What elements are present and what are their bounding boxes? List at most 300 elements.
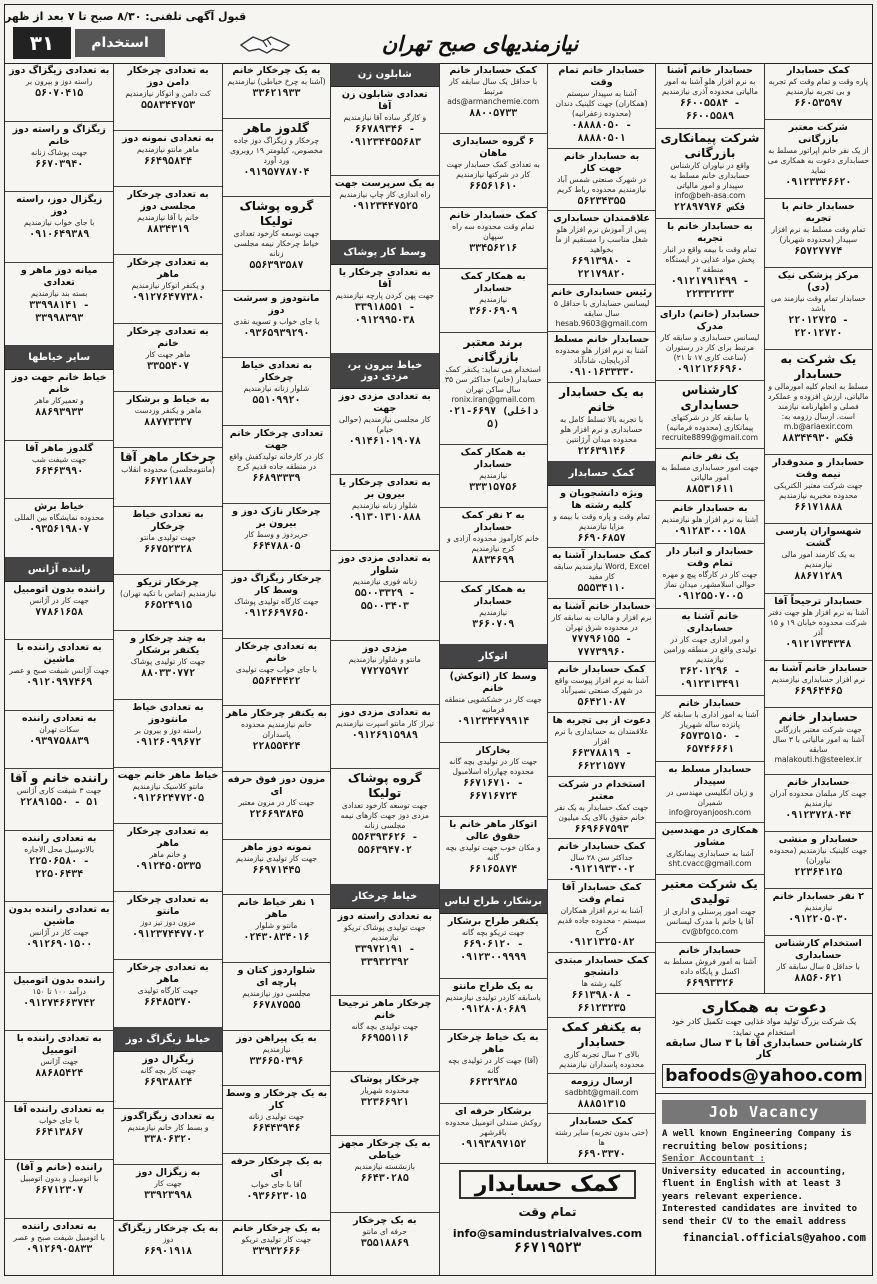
cooperation-title: دعوت به همکاری: [701, 998, 827, 1016]
classified-ad: [331, 909, 438, 996]
cooperation-email: bafoods@yahoo.com: [662, 1064, 866, 1088]
ad-title: شرکت پیمانکاری بازرگانی: [660, 130, 760, 160]
ad-title: به تعدادی راننده: [21, 832, 97, 844]
classified-ad: [548, 548, 655, 599]
ad-body: با جای خواب نیازمندیم: [23, 218, 95, 227]
ad-phone: ۶۶۴۶۳۹۹۰: [35, 465, 84, 477]
ad-phone: ۸۸۵۶۰۶۲۱: [794, 973, 843, 985]
classified-ad: [548, 1074, 655, 1115]
ad-title: گلدوز ماهر آقا: [25, 442, 94, 454]
category-header: شابلون زن: [331, 63, 438, 87]
ad-phone: ۵۵۸۳۴۴۷۵۳: [140, 100, 196, 111]
ad-phone: ۳۳۵۵۴۰۷: [146, 360, 190, 372]
ad-body: پس از آموزش نرم افزار هلو شغل مناسب را مستقیم از ما بخواهید: [555, 225, 648, 255]
classified-ad: [223, 772, 330, 840]
ad-body: جهت کار تولیدی تریکو: [241, 1235, 312, 1245]
classified-ad: [114, 1109, 221, 1165]
ad-title: به ۲ نفر کمک حسابدار: [461, 510, 525, 534]
ad-title: راننده خانم و آقا: [10, 771, 109, 785]
ad-body: جهت تولیدی بچه گانه: [351, 1021, 419, 1031]
ad-phone: ۰۹۱۲۶۹۰۵۸۳۳: [26, 1243, 93, 1255]
ad-title: خیاط ماهر خانم جهت: [117, 769, 219, 781]
ad-body: با حداقل ۵ سال سابقه کار: [776, 962, 860, 972]
classified-ad: [440, 979, 547, 1030]
ad-body: تمام وقت محدوده سه راه سپهان: [452, 221, 535, 241]
ad-body: جهت کار در کارگاه پیچ و مهره حوالی اسلامشهر، میدان نماز: [662, 570, 758, 590]
ad-title: حسابدار خانم: [678, 944, 742, 956]
classified-ad: [765, 524, 872, 593]
ad-phone: ۳۶۶۰۶۹۰۹: [469, 306, 518, 318]
ad-title: به تعدادی زیگزاگ دوز: [9, 65, 110, 76]
ad-phone: ۶۶۴۹۵۸۴۴: [143, 156, 193, 168]
ad-title: کمک حسابدار: [786, 65, 850, 76]
ad-phone: ۰۹۱۰۱۶۳۳۳۳۰: [568, 367, 635, 379]
ad-phone: ۶۶۴۱۳۸۶۷: [35, 1126, 84, 1138]
classified-ad: [765, 120, 872, 199]
ad-body: تیراژ کار مانتو اسپرت نیازمندیم: [335, 718, 434, 728]
ad-phone: ۳۳۴۵۶۲۱۶: [469, 242, 518, 254]
ad-phone: ۶۶۴۸۵۳۷۰: [143, 997, 193, 1009]
classified-ad: [114, 892, 221, 960]
classified-ad: [223, 1031, 330, 1087]
ad-title: رئیس حسابداری خانم: [551, 286, 653, 298]
ad-title: حسابدار خانم با تجربه: [781, 201, 855, 225]
classified-ad: [114, 255, 221, 323]
ad-body: جهت شیفت شب: [32, 454, 87, 464]
classified-ad: [114, 960, 221, 1028]
ad-title: ۲ نفر حسابدار خانم: [772, 890, 864, 902]
ad-title: کمک حسابدار آقا تمام وقت: [561, 881, 642, 905]
ad-phone: ۳۳۸۰۶۳۲۰: [143, 1133, 193, 1145]
ad-title: به تعدادی راننده با ماشین: [16, 642, 102, 665]
classified-ad: [331, 475, 438, 551]
classified-ad: [5, 441, 113, 500]
ad-title: اتوکار ماهر خانم با حقوق عالی: [449, 819, 538, 843]
ad-title: به حسابدار خانم با تجربه: [667, 221, 753, 245]
classified-ad: [114, 768, 221, 824]
ad-phone: ۸۸۳۴۶۹۹: [472, 555, 515, 567]
ad-title: به حسابدار خانم: [672, 503, 748, 515]
ad-body: جهت کار در مزون معتبر: [238, 798, 315, 808]
classified-ad: [548, 599, 655, 663]
classified-ad: [656, 544, 763, 609]
ad-body: دوز: [162, 1234, 174, 1244]
ad-title: ۱ نفر خیاط خانم ماهر: [237, 897, 316, 921]
category-header: کمک حسابدار: [548, 462, 655, 486]
ad-title: تعدادی شابلون زن آقا: [341, 89, 428, 112]
ad-body: جهت کار مبلمان محدوده آدران نیازمندیم: [769, 788, 867, 808]
ad-title: به تعدادی راننده آقا: [13, 1103, 105, 1115]
ad-body: سکات تهران: [39, 724, 80, 734]
ad-title: حسابدار خانم آشنا: [666, 65, 753, 76]
ad-phone: ۰۹۱۲۶۹۰۱۵۰۰: [26, 939, 93, 950]
page-number: ۳۱: [13, 27, 71, 59]
bottom-right-block: [656, 993, 872, 1275]
job-line1: A well known Engineering Company is recruiting below positions;: [662, 1129, 852, 1152]
ad-body: نرم افزار و مالیات به سابقه کار در محدوده شرق تهران: [551, 612, 652, 632]
ad-title: یکنفر طراح برشکار: [447, 916, 539, 928]
classified-ad: [223, 706, 330, 772]
ad-title: به همکار کمک حسابدار: [460, 583, 526, 607]
classified-ad: [548, 880, 655, 953]
classified-ad: [223, 63, 330, 119]
ad-title: گلدوز ماهر: [243, 120, 309, 135]
job-vacancy-ad: [656, 1094, 872, 1250]
ad-body: جهت شرکت معتبر بازرگانی آشنا به امور مالیاتی با ۳ سال سابقه malakouti.h@steelex.ir: [772, 724, 865, 764]
ad-title: حسابدار خانم: [778, 709, 858, 724]
ad-body: نرم افزار حسابداری نیازمندیم: [771, 674, 866, 684]
ad-phone: ۶۶۴۷۸۸۰۵: [252, 540, 301, 552]
ad-body: با حداقل یک سال سابقه کار مرتبط ads@armanchemie.com: [447, 77, 540, 106]
ad-phone: ۰۹۱۲۶۶۹۷۶۵۰: [243, 608, 310, 620]
classified-ad: [548, 953, 655, 1019]
classified-ad: [331, 551, 438, 640]
ad-body: جهت کار در تولیدی بچه گانه محدوده چهارراه اسلامبول: [449, 756, 538, 776]
ad-body: زنانه فوری نیازمندیم: [352, 577, 417, 587]
ad-phone: ۶۶۷۰۳۹۴۰: [35, 158, 84, 170]
ad-body: (آقا) جهت کار در تولیدی بچه گانه: [448, 1056, 539, 1076]
ad-phone: ۰۹۱۲۷۴۶۶۳۷۴۲: [23, 997, 96, 1009]
ad-body: محدوده نمایشگاه بین المللی: [14, 513, 105, 522]
ad-body: جهت کار در آژانس: [29, 595, 89, 605]
classified-ad: [765, 268, 872, 350]
handshake-icon: [237, 27, 293, 59]
ad-phone: ۶۶۹۶۶۷۵۹۳: [574, 823, 629, 835]
ad-title: به یک حسابدار خانم: [559, 385, 644, 415]
ad-phone: ۰۹۱۲۳۴۴۷۹۹۱۴: [457, 716, 530, 728]
ad-body: نیازمندیم: [479, 607, 508, 617]
ad-body: آشنا به نرم افزار هلو محدوده آذربایجان، شادآباد: [555, 346, 648, 366]
ad-body: جهت تولیدی مانتو: [140, 533, 196, 543]
ad-phone: ۸۸۳۴۳۱۹: [146, 224, 190, 236]
ad-title: به تعدادی مزدی دوز جهت: [338, 390, 431, 414]
classified-ad: [5, 1160, 113, 1219]
ad-title: زیگزال دوز: [142, 1054, 194, 1066]
classified-ad: [548, 777, 655, 840]
classified-ad: [440, 1030, 547, 1103]
ad-body: آشنا به سپیدار سیستم (همکاران) جهت کلینیک دندان (محدوده زعفرانیه): [555, 89, 648, 118]
ad-phone: ۶۶۷۱۶۷۱۰ - ۶۶۷۱۶۷۲۴: [463, 777, 524, 802]
ad-title: به یک چرخکار مجهز خیاطی: [339, 1138, 431, 1162]
bottom-ad-title: کمک حسابدار: [459, 1170, 636, 1199]
ad-column: [222, 63, 330, 1276]
ad-body: و مکان خوب جهت تولیدی بچه گانه: [445, 843, 541, 863]
classified-ad: [656, 875, 763, 943]
classified-ad: [114, 448, 221, 507]
ad-title: کارشناس حسابداری: [680, 383, 740, 413]
ad-phone: ۶۶۹۳۸۸۲۴: [143, 1077, 193, 1089]
ad-body: بالای ۲ سال تجربه کاری محدوده پاسداران نیازمندیم: [559, 1050, 645, 1070]
ad-phone: ۶۶۹۷۱۴۴۵: [252, 864, 301, 876]
ad-body: جهت تولیدی پوشاک تریکو نیازمندیم: [344, 922, 426, 942]
classified-ad: [548, 713, 655, 777]
ad-phone: ۸۸۷۷۳۳۳۷: [143, 416, 193, 428]
classified-ad: [5, 711, 113, 770]
classified-ad: [331, 1136, 438, 1212]
bottom-ad-box: [439, 1163, 656, 1275]
bottom-ad-sub: تمام وقت: [518, 1205, 577, 1219]
ad-phone: ۵۶۲۳۴۳۵۵: [577, 195, 626, 207]
ad-body: حریردوز و وسط کار: [244, 529, 309, 539]
classified-ad: [223, 639, 330, 707]
ad-body: ماهر جهت کار: [145, 349, 191, 359]
classified-ad: [440, 134, 547, 207]
ad-phone: ۳۳۹۷۲۱۹۱ - ۳۳۹۳۲۳۹۲: [354, 943, 415, 968]
ad-title: چرخکار ماهر ترجیحا خانم: [338, 997, 432, 1021]
category-header: خیاط چرخکار: [331, 885, 438, 909]
ad-body: (آشنا به چرخ خیاطی) نیازمندیم: [227, 77, 326, 86]
ad-title: به حسابدار خانم جهت کار: [563, 150, 640, 174]
classified-ad: [5, 192, 113, 263]
ad-title: به همکار کمک حسابدار: [460, 447, 526, 471]
ad-phone: ۳۶۶۰۷۰۹: [472, 618, 515, 630]
ad-phone: ۰۸۸۸۸۰۵۰ - ۸۸۸۸۰۵۰۱: [571, 120, 632, 144]
ad-phone: ۰۹۱۲۳۴۴۷۵۲۵: [351, 201, 418, 213]
ad-title: به همکار کمک حسابدار: [460, 271, 526, 295]
ad-title: به تعدادی مزدی دوز شلوار: [338, 553, 431, 577]
classified-ad: [331, 389, 438, 475]
ad-body: نیازمندیم: [262, 1044, 291, 1054]
ad-phone: ۳۳۶۶۵۰۳۹۶: [249, 1055, 304, 1067]
ad-title: نمونه دوز ماهر: [241, 841, 312, 853]
ad-body: کار مجلسی نیازمندیم (حوالی خیام): [338, 414, 431, 434]
ad-phone: ۰۹۱۲۴۵۰۵۳۳۵: [134, 860, 202, 872]
ad-title: به تعدادی چرخکار یا بیرون بر: [338, 477, 431, 501]
ad-phone: ۵۶۴۲۱۰۸۷: [577, 697, 626, 709]
classified-ad: [223, 1086, 330, 1154]
ad-title: گروه پوشاک تولیکا: [347, 771, 422, 801]
ad-phone: ۳۳۹۱۸۵۵۱ - ۰۹۱۲۹۹۵۰۳۸: [354, 301, 415, 326]
ad-body: جهت کارگاه تولیدی: [137, 986, 199, 996]
classified-ad: [223, 1154, 330, 1222]
ad-title: مزون دوز فوق حرفه ای: [227, 774, 326, 798]
ad-phone: ۶۶۱۷۱۸۸۸: [794, 502, 843, 514]
masthead: نیازمندیهای صبح تهران: [381, 30, 579, 56]
classified-ad: [223, 963, 330, 1031]
ad-phone: ۳۶۲۰۱۲۹۶ - ۰۹۱۲۳۱۳۴۹۱: [679, 665, 741, 690]
ad-title: کمک حسابدار خانم: [557, 664, 646, 676]
ad-column: [113, 63, 221, 1276]
ad-phone: ۸۸۶۷۱۲۸۹: [794, 571, 843, 583]
ad-phone: ۶۶۰۵۳۵۹۷: [794, 98, 843, 109]
ad-title: به یکنفر چرخکار ماهر: [225, 708, 327, 720]
ad-title: حسابدار خانم: [678, 698, 742, 710]
ad-title: بخارکار: [476, 744, 511, 756]
ad-phone: ۵۵۵۳۴۱۱۰: [577, 583, 626, 595]
classified-ad: [114, 131, 221, 187]
classified-ad: [5, 122, 113, 193]
ad-title: به یک چرخکار: [353, 1214, 417, 1226]
ad-title: کمک حسابدار آشنا به: [552, 550, 651, 562]
ad-title: به یک پیراهن دوز: [236, 1032, 317, 1044]
ad-title: چرخکار ماهر آقا: [120, 449, 216, 464]
ad-body: جهت پهن کردن پارچه نیازمندیم: [335, 290, 434, 300]
ad-body: بسته بند نیازمندیم: [31, 288, 88, 298]
ad-phone: ۵۵۶۴۴۴۲۲: [252, 675, 301, 687]
classified-ad: [548, 662, 655, 713]
classified-ad: [656, 129, 763, 220]
newspaper-page: [4, 4, 873, 1276]
ad-phone: ۰۹۳۹۷۵۸۸۳۹: [29, 735, 90, 747]
ad-title: یک شرکت معتبر تولیدی: [662, 876, 758, 906]
classified-ad: [114, 631, 221, 699]
category-header: اتوکار: [440, 645, 547, 669]
cooperation-line: یک شرکت بزرگ تولید مواد غذایی جهت تکمیل کادر خود استخدام می نماید:: [671, 1017, 857, 1037]
ad-body: شلوار زنانه نیازمندیم: [352, 501, 418, 511]
ad-body: جهت توسعه کارخود تعدادی خیاط چرخکار نیمه مجلسی زنانه: [233, 229, 320, 259]
classified-ad: [114, 1165, 221, 1221]
classified-ad: [548, 285, 655, 333]
ad-column: [330, 63, 438, 1276]
ad-body: لیسانس حسابداری و سابقه کار مرتبط برای کار در رستوران (ساعت کاری ۱۷ تا ۲۱): [660, 332, 760, 362]
classified-ad: [765, 661, 872, 708]
ad-body: نیازمندیم: [479, 295, 508, 305]
ad-body: مزون دوز تیز دوز: [140, 918, 196, 928]
ad-title: به یک طراح مانتو: [453, 980, 534, 992]
classified-ad: [548, 63, 655, 149]
page-header: [5, 5, 872, 64]
ad-phone: ۶۵۷۳۵۱۵۰ - ۶۵۷۴۶۶۶۱: [679, 731, 741, 756]
classified-ad: [114, 324, 221, 392]
ad-body: جهت کارگاه تولیدی پوشاک: [234, 597, 319, 607]
classified-ad: [765, 832, 872, 889]
ad-phone: ۰۹۱۲۰۹۹۷۴۶۹: [26, 677, 93, 688]
classified-ad: [5, 370, 113, 441]
ad-body: جهت امور پرسنلی و اداری از آقا یا خانم با مدرک لیسانس cv@bfgco.com: [663, 906, 756, 936]
ad-body: علاقمندان به حسابداری با نرم افزار: [554, 727, 649, 747]
classified-ad: [331, 87, 438, 176]
ad-phone: ۷۷۷۹۶۱۵۵ - ۷۷۷۳۹۹۶۰: [571, 633, 632, 658]
ad-body: جهت تریکو بچه گانه: [461, 928, 525, 938]
classified-ad: [114, 1221, 221, 1276]
ad-phone: ۰۹۱۲۷۶۴۷۷۳۸۰: [131, 292, 205, 304]
ad-title: به تعدادی چرخکار مجلسی دوز: [127, 189, 209, 213]
ad-title: به تعدادی راننده: [21, 1220, 97, 1232]
ad-title: گروه پوشاک تولیکا: [239, 199, 314, 229]
ad-phone: ۸۸۰۳۳۰۷۷۲: [140, 668, 196, 680]
ad-title: به تعدادی مزدی دوز: [338, 706, 431, 718]
ad-title: زیگزاگ و راسته دوز خانم: [12, 123, 106, 147]
classified-ad: [440, 508, 547, 581]
ad-title: حسابدار خانم: [787, 776, 850, 788]
ad-body: خانم کارآموز محدوده آزادی و کرج نیازمندیم: [447, 534, 540, 554]
ad-phone: ۶۶۹۰۶۱۲۰ - ۰۹۱۲۳۰۰۹۹۹۹: [460, 939, 527, 964]
classified-ad: [765, 936, 872, 995]
ad-phone: ۰۲۴۳۰۸۳۴۰۱۶: [243, 932, 310, 944]
ad-phone: ۲۲۶۶۹۳۸۴۵: [249, 809, 304, 821]
ad-phone: ۲۲۸۹۱۵۵۰ - ۵۱: [20, 797, 99, 808]
ad-body: کلیه رشته ها: [581, 978, 622, 988]
ad-phone: ۰۹۱۴۶۱۰۱۹۰۷۸: [348, 435, 421, 447]
ad-phone: ۶۶۵۶۱۶۱۰: [469, 181, 518, 193]
ad-body: خانم یا آقا نیازمندیم: [137, 213, 199, 223]
ad-body: نیازمندیم (تماس با تکیه تهران): [119, 589, 217, 599]
classified-ad: [331, 641, 438, 705]
ad-body: آشنا به حسابداری پیمانکاری sht.cvacc@gmail.com: [666, 849, 754, 869]
ad-title: به تعدادی راننده: [21, 712, 97, 724]
ad-phone: ۳۳۳۱۵۷۵۶: [469, 482, 518, 494]
ad-body: تمام وقت با بیمه واقع در انبار پخش مواد غذایی در ایستگاه منطقه ۲: [663, 245, 757, 275]
ad-phone: ۸۸۰۰۵۷۳۳: [469, 108, 518, 119]
ad-body: کار در کارخانه تولیدکفش واقع در منطقه جاده قدیم کرج: [229, 452, 324, 472]
classified-ad: [5, 1219, 113, 1277]
classified-ad: [223, 840, 330, 896]
ad-phone: ۶۶۰۰۵۵۸۴ - ۶۶۰۰۵۵۸۹: [679, 98, 741, 122]
ad-body: با جای خواب: [39, 1115, 80, 1125]
ad-body: راسته دوز و بیرون بر: [25, 77, 93, 86]
ad-phone: ۰۹۱۲۶۲۴۷۷۲۰۵: [131, 792, 205, 804]
classified-ad: [440, 914, 547, 978]
ad-title: زیگزال دوز، راسته دوز: [16, 194, 103, 217]
ad-column: [439, 63, 547, 1276]
ad-body: حرفه ای مانتو: [362, 1226, 407, 1236]
ad-title: به تعدادی خیاط چرخکار: [132, 509, 204, 533]
ad-phone: ۸۸۵۳۱۶۱۱: [685, 483, 735, 495]
ad-title: دعوت از بی تجربه ها: [552, 715, 651, 727]
ad-title: چرخکار تریکو: [137, 577, 200, 589]
classified-ad: [223, 895, 330, 963]
ad-title: به یکنفر کمک حسابدار: [561, 1020, 642, 1050]
ad-body: باسابقه کاردر تولیدی نیازمندیم: [445, 992, 541, 1002]
ad-phone: ۶۶۹۵۵۱۱۶: [360, 1032, 409, 1044]
ad-phone: ۷۷۸۶۱۶۵۸: [35, 606, 84, 618]
classified-ad: [5, 831, 113, 903]
ad-phone: ۵۵۶۳۹۳۶۲۶ - ۵۵۶۳۹۴۷۰۲: [351, 832, 418, 857]
classified-ad: [656, 762, 763, 824]
ad-title: همکاری در مهندسین مشاور: [661, 825, 759, 849]
ad-phone: ۰۹۱۲۲۰۵۰۳۰: [788, 913, 849, 925]
ad-title: به زیگزال دوز: [135, 1166, 201, 1178]
classified-ad: [331, 1213, 438, 1276]
classified-ad: [548, 332, 655, 383]
classified-ad: [440, 743, 547, 817]
ad-body: جهت کار در خشکشویی منطقه فرمانیه: [444, 695, 542, 715]
ad-body: مجلسی دوز نیازمندیم: [242, 988, 311, 998]
job-line3: Interested candidates are invited to send their CV to the email address: [662, 1204, 858, 1227]
ad-phone: ۶۶۳۲۹۳۸۵: [469, 1077, 518, 1089]
cooperation-role: [662, 1038, 866, 1060]
ad-title: حسابدار مسلط به سپیدار: [668, 763, 752, 787]
ad-title: به تعدادی خیاط مانتودوز: [132, 701, 204, 725]
ad-title: راننده بدون اتومبیل: [13, 974, 106, 986]
ad-phone: ۰۹۳۶۵۹۳۹۲۹۰: [243, 327, 310, 339]
ad-body: با تجربه بالا تسلط کامل به حسابداری و نرم افزار هلو محدوده میدان آرژانتین: [559, 415, 644, 445]
ad-body: مانتو و شلوار: [255, 921, 298, 931]
ad-title: به یک چرخکار خانم: [232, 65, 321, 76]
classified-ad: [114, 700, 221, 768]
ad-phone: ۳۵۵۱۸۸۶۹: [360, 1237, 409, 1249]
ad-phone: ۰۹۱۲۳۷۴۴۷۷۰۲: [131, 929, 205, 941]
classified-ad: [114, 575, 221, 631]
ad-title: برند معتبر بازرگانی: [463, 334, 523, 364]
classified-ad: [114, 187, 221, 255]
ad-title: شرکت معتبر بازرگانی: [788, 122, 848, 146]
ad-phone: ۸۸۸۵۱۳۱۵: [577, 1098, 626, 1110]
ad-body: واقع در نیاوران کارشناس حسابداری خانم مسلط به سپیدار و امور مالیاتی info@beh-asa.com: [670, 160, 750, 200]
ad-body: حداکثر سن ۲۸ سال: [570, 853, 633, 863]
ad-phone: فکس ۲۲۸۹۷۹۷۶: [673, 201, 747, 213]
ad-body: به تعدادی کمک حسابدار جهت کار در شرکتها نیازمندیم: [446, 160, 540, 180]
ad-title: مزدی دوز: [362, 642, 408, 654]
ad-body: درآمد ۱۰۰ تا ۱۵۰: [32, 986, 86, 996]
ad-body: نیازمندیم: [479, 471, 508, 481]
ad-body: و بسط کار خانم نیازمندیم: [127, 1122, 209, 1132]
ad-phone: ۶۶۷۸۹۳۴۶ - ۰۹۱۲۳۴۴۵۵۶۸۳: [348, 124, 421, 148]
ad-title: به تعدادی راسته دوز: [337, 910, 433, 922]
ad-body: جهت ۳ شیفت کاری آژانس: [16, 786, 102, 795]
classified-ad: [114, 507, 221, 575]
ad-title: یک نفر خانم: [681, 450, 739, 462]
